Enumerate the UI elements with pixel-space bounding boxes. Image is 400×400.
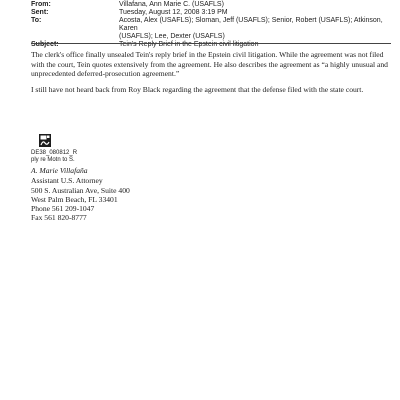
to-label: To: bbox=[31, 17, 42, 24]
subject-label: Subject: bbox=[31, 41, 59, 48]
pdf-document-icon[interactable] bbox=[39, 134, 51, 147]
signature-address-line1: 500 S. Australian Ave, Suite 400 bbox=[31, 185, 130, 195]
sent-row bbox=[31, 9, 391, 17]
email-header bbox=[31, 1, 391, 49]
signature-title: Assistant U.S. Attorney bbox=[31, 176, 103, 186]
email-body bbox=[31, 50, 389, 100]
from-value: Villafana, Ann Marie C. (USAFLS) bbox=[119, 1, 224, 8]
signature-phone: Phone 561 209-1047 bbox=[31, 204, 95, 214]
to-row-continued bbox=[31, 33, 391, 41]
to-value: Acosta, Alex (USAFLS); Sloman, Jeff (USAFLS); Senior, Robert (USAFLS); Atkinson, Karen bbox=[119, 17, 383, 32]
body-paragraph-2: I still have not heard back from Roy Black regarding the agreement that the defense filed with the state court. bbox=[31, 84, 364, 94]
signature-fax: Fax 561 820-8777 bbox=[31, 213, 87, 223]
sent-value: Tuesday, August 12, 2008 3:19 PM bbox=[119, 9, 228, 16]
to-value-continued: (USAFLS); Lee, Dexter (USAFLS) bbox=[119, 33, 225, 40]
attachment[interactable] bbox=[31, 134, 151, 164]
to-label-spacer bbox=[31, 33, 119, 41]
attachment-filename-line2[interactable]: ply re Motn to S. bbox=[31, 157, 75, 163]
header-divider bbox=[31, 43, 391, 44]
attachment-filename-line1[interactable]: DE38_080812_R bbox=[31, 150, 78, 156]
from-label: From: bbox=[31, 1, 51, 8]
sent-label: Sent: bbox=[31, 9, 49, 16]
to-row bbox=[31, 17, 391, 33]
signature-block bbox=[31, 166, 231, 223]
body-paragraph-1: The clerk's office finally unsealed Tein's reply brief in the Epstein civil litigation. While the agreement was not filed with the court, Tein quotes extensively from the agreement. He also describes the agreement as “a highly unusual and unprecedented deferred-prosecution agreement.” bbox=[31, 50, 388, 79]
signature-name: A. Marie Villafaña bbox=[31, 166, 88, 175]
from-row bbox=[31, 1, 391, 9]
subject-value: Tein's Reply Brief in the Epstein civil litigation bbox=[119, 41, 259, 48]
signature-address-line2: West Palm Beach, FL 33401 bbox=[31, 194, 118, 204]
